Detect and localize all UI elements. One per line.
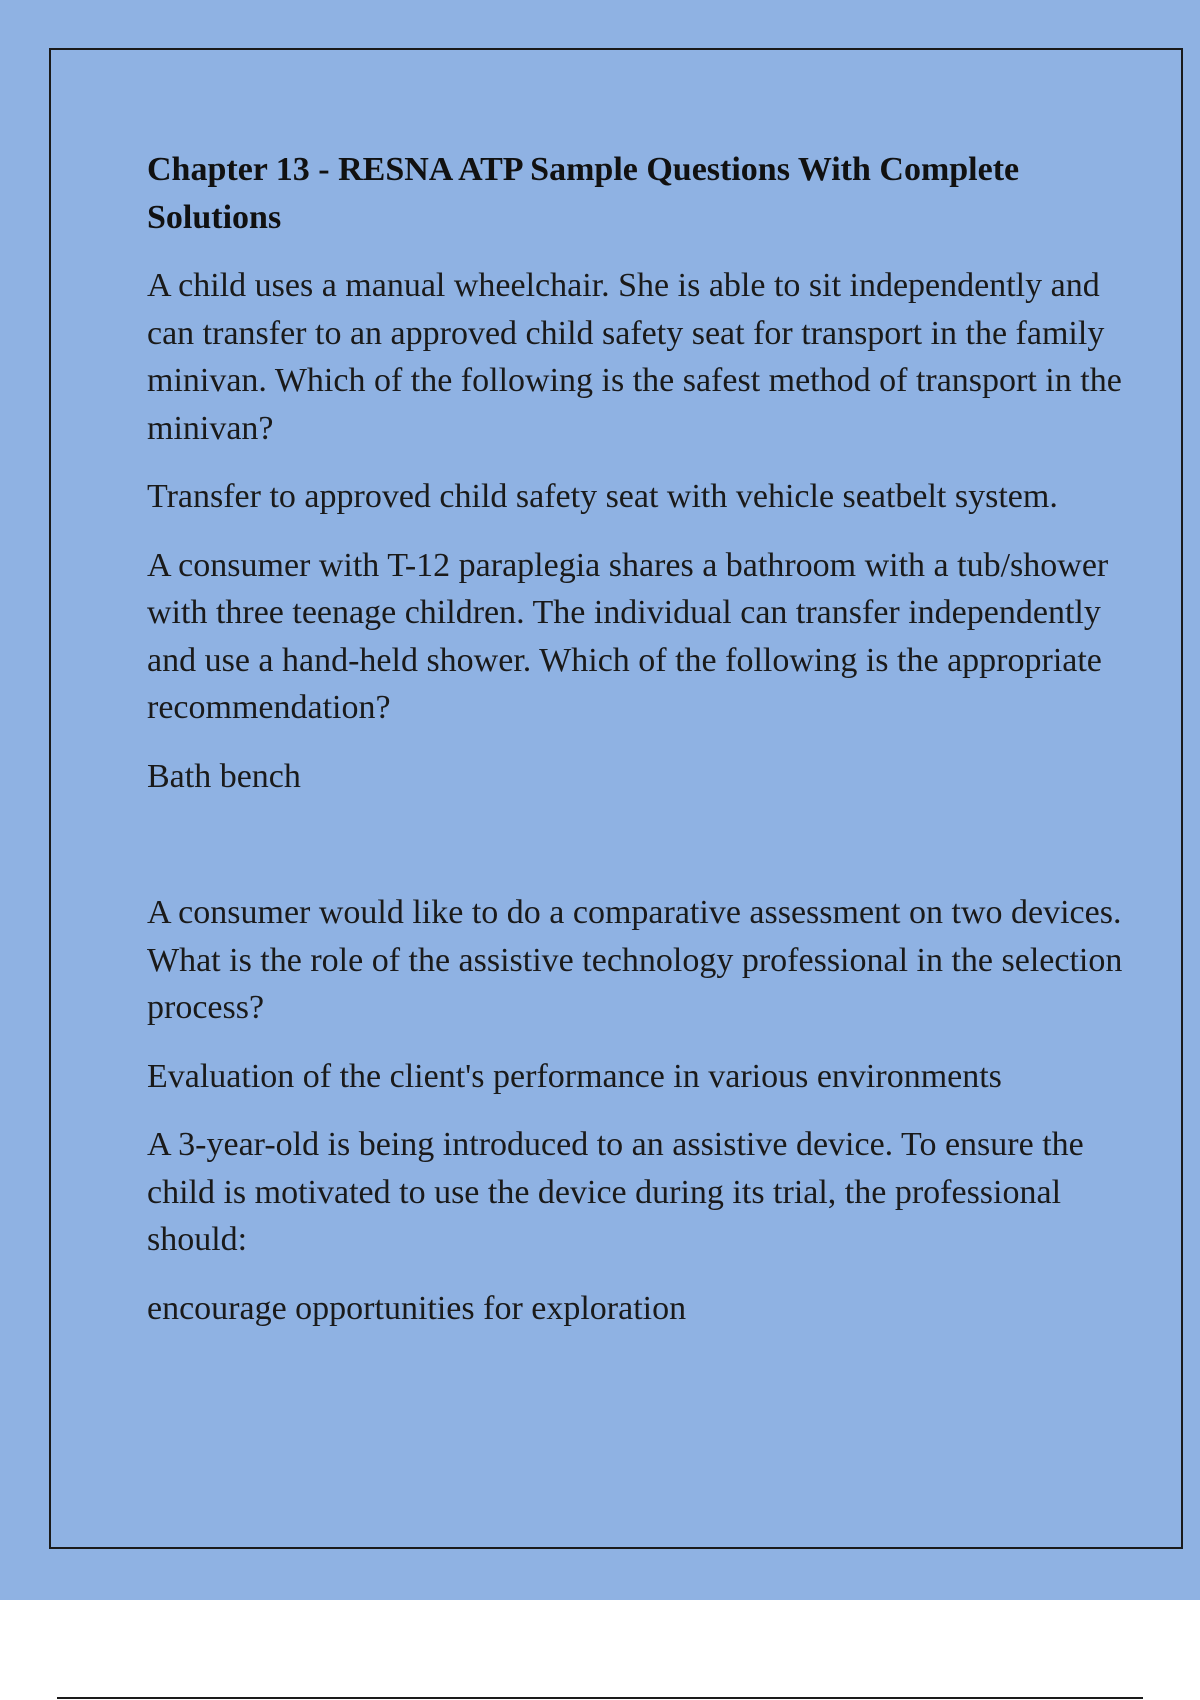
document-body <box>147 146 1137 1353</box>
answer-4: encourage opportunities for exploration <box>147 1289 687 1327</box>
footer-rule <box>57 1697 1143 1699</box>
question-1: A child uses a manual wheelchair. She is able to sit independently and can transfer to an approved child safety seat for transport in the family minivan. Which of the following is the safest method of transport in the minivan? <box>147 267 1122 447</box>
content-frame <box>49 48 1183 1549</box>
question-2: A consumer with T-12 paraplegia shares a bathroom with a tub/shower with three teenage children. The individual can transfer independently and use a hand-held shower. Which of the following is the appropriate recommendation? <box>147 546 1109 726</box>
answer-1: Transfer to approved child safety seat with vehicle seatbelt system. <box>147 478 1058 515</box>
question-3: A consumer would like to do a comparative assessment on two devices. What is the role of the assistive technology professional in the selection process? <box>147 894 1123 1026</box>
question-4: A 3-year-old is being introduced to an assistive device. To ensure the child is motivated to use the device during its trial, the professional should: <box>147 1126 1084 1258</box>
document-title: Chapter 13 - RESNA ATP Sample Questions With Complete Solutions <box>147 151 1020 236</box>
blank-gap <box>147 821 1137 889</box>
answer-3: Evaluation of the client's performance in various environments <box>147 1057 1002 1095</box>
answer-2: Bath bench <box>147 757 301 795</box>
